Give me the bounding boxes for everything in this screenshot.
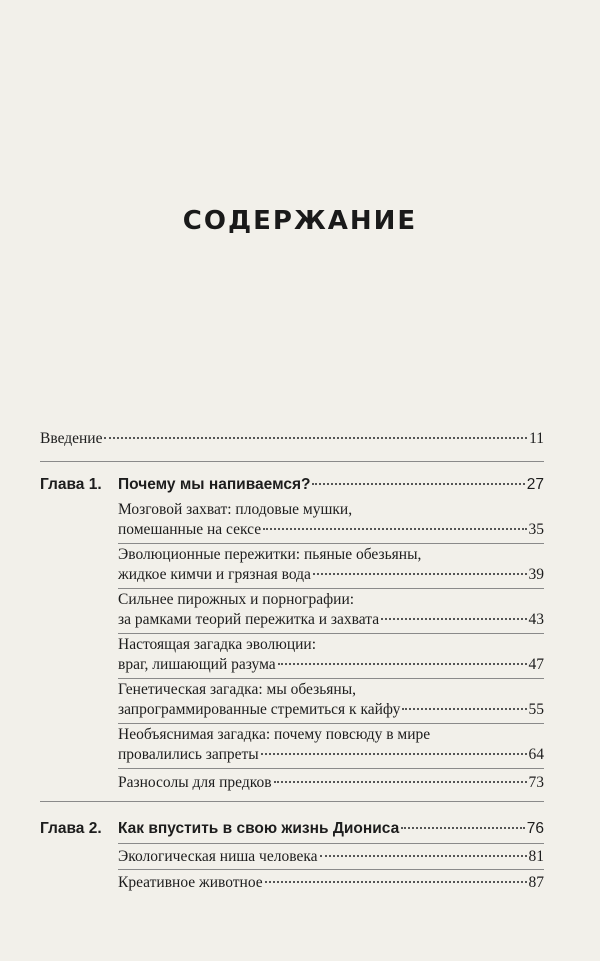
dot-leader [104, 437, 527, 439]
toc-section [118, 655, 544, 675]
chapter-label: Глава 1. [40, 476, 102, 493]
section-first-line: Мозговой захват: плодовые мушки, [118, 501, 353, 518]
chapter-label: Глава 2. [40, 820, 102, 837]
toc-section [118, 873, 544, 893]
toc-chapter-1 [40, 475, 544, 495]
separator-line [118, 723, 544, 724]
page-title: СОДЕРЖАНИЕ [182, 206, 418, 236]
separator-line [40, 801, 544, 802]
toc-page-number: 43 [528, 611, 544, 628]
toc-page-number: 11 [529, 430, 544, 447]
toc-page-number: 39 [528, 566, 544, 583]
toc-section [118, 610, 544, 630]
toc-section [118, 847, 544, 867]
toc-section [118, 700, 544, 720]
toc-page-number: 87 [528, 874, 544, 891]
toc-page-number: 47 [528, 656, 544, 673]
section-title: Экологическая ниша человека [118, 848, 318, 865]
toc-page-number: 81 [528, 848, 544, 865]
section-title: провалились запреты [118, 746, 259, 763]
toc-page-number: 27 [526, 476, 544, 493]
section-first-line: Генетическая загадка: мы обезьяны, [118, 681, 357, 698]
separator-line [118, 543, 544, 544]
separator-line [40, 461, 544, 462]
dot-leader [312, 483, 524, 485]
dot-leader [263, 528, 526, 530]
toc-section [118, 565, 544, 585]
toc-page-number: 73 [528, 774, 544, 791]
separator-line [118, 768, 544, 769]
section-title: враг, лишающий разума [118, 656, 276, 673]
section-title: помешанные на сексе [118, 521, 262, 538]
dot-leader [320, 855, 527, 857]
section-title: жидкое кимчи и грязная вода [118, 566, 311, 583]
section-title: Разносолы для предков [118, 774, 272, 791]
section-first-line: Эволюционные пережитки: пьяные обезьяны, [118, 546, 422, 563]
dot-leader [313, 573, 527, 575]
chapter-title: Как впустить в свою жизнь Диониса [118, 820, 400, 837]
dot-leader [401, 827, 525, 829]
toc-section [118, 773, 544, 793]
dot-leader [402, 708, 526, 710]
toc-page-number: 64 [528, 746, 544, 763]
section-title: Креативное животное [118, 874, 263, 891]
toc-page-number: 76 [526, 820, 544, 837]
dot-leader [265, 881, 527, 883]
section-first-line: Сильнее пирожных и порнографии: [118, 591, 355, 608]
separator-line [118, 843, 544, 844]
toc-chapter-2 [40, 819, 544, 839]
separator-line [118, 588, 544, 589]
dot-leader [274, 781, 527, 783]
chapter-title: Почему мы напиваемся? [118, 476, 311, 493]
section-first-line: Настоящая загадка эволюции: [118, 636, 317, 653]
section-title: за рамками теорий пережитка и захвата [118, 611, 380, 628]
toc-page-number: 35 [528, 521, 544, 538]
dot-leader [261, 753, 527, 755]
dot-leader [381, 618, 526, 620]
section-title: запрограммированные стремиться к кайфу [118, 701, 401, 718]
toc-section [118, 745, 544, 765]
toc-entry-intro [40, 429, 544, 449]
section-first-line: Необъяснимая загадка: почему повсюду в мире [118, 726, 431, 743]
toc-entry-title: Введение [40, 430, 103, 447]
separator-line [118, 678, 544, 679]
dot-leader [278, 663, 527, 665]
separator-line [118, 633, 544, 634]
toc-page-number: 55 [528, 701, 544, 718]
toc-section [118, 520, 544, 540]
separator-line [118, 869, 544, 870]
